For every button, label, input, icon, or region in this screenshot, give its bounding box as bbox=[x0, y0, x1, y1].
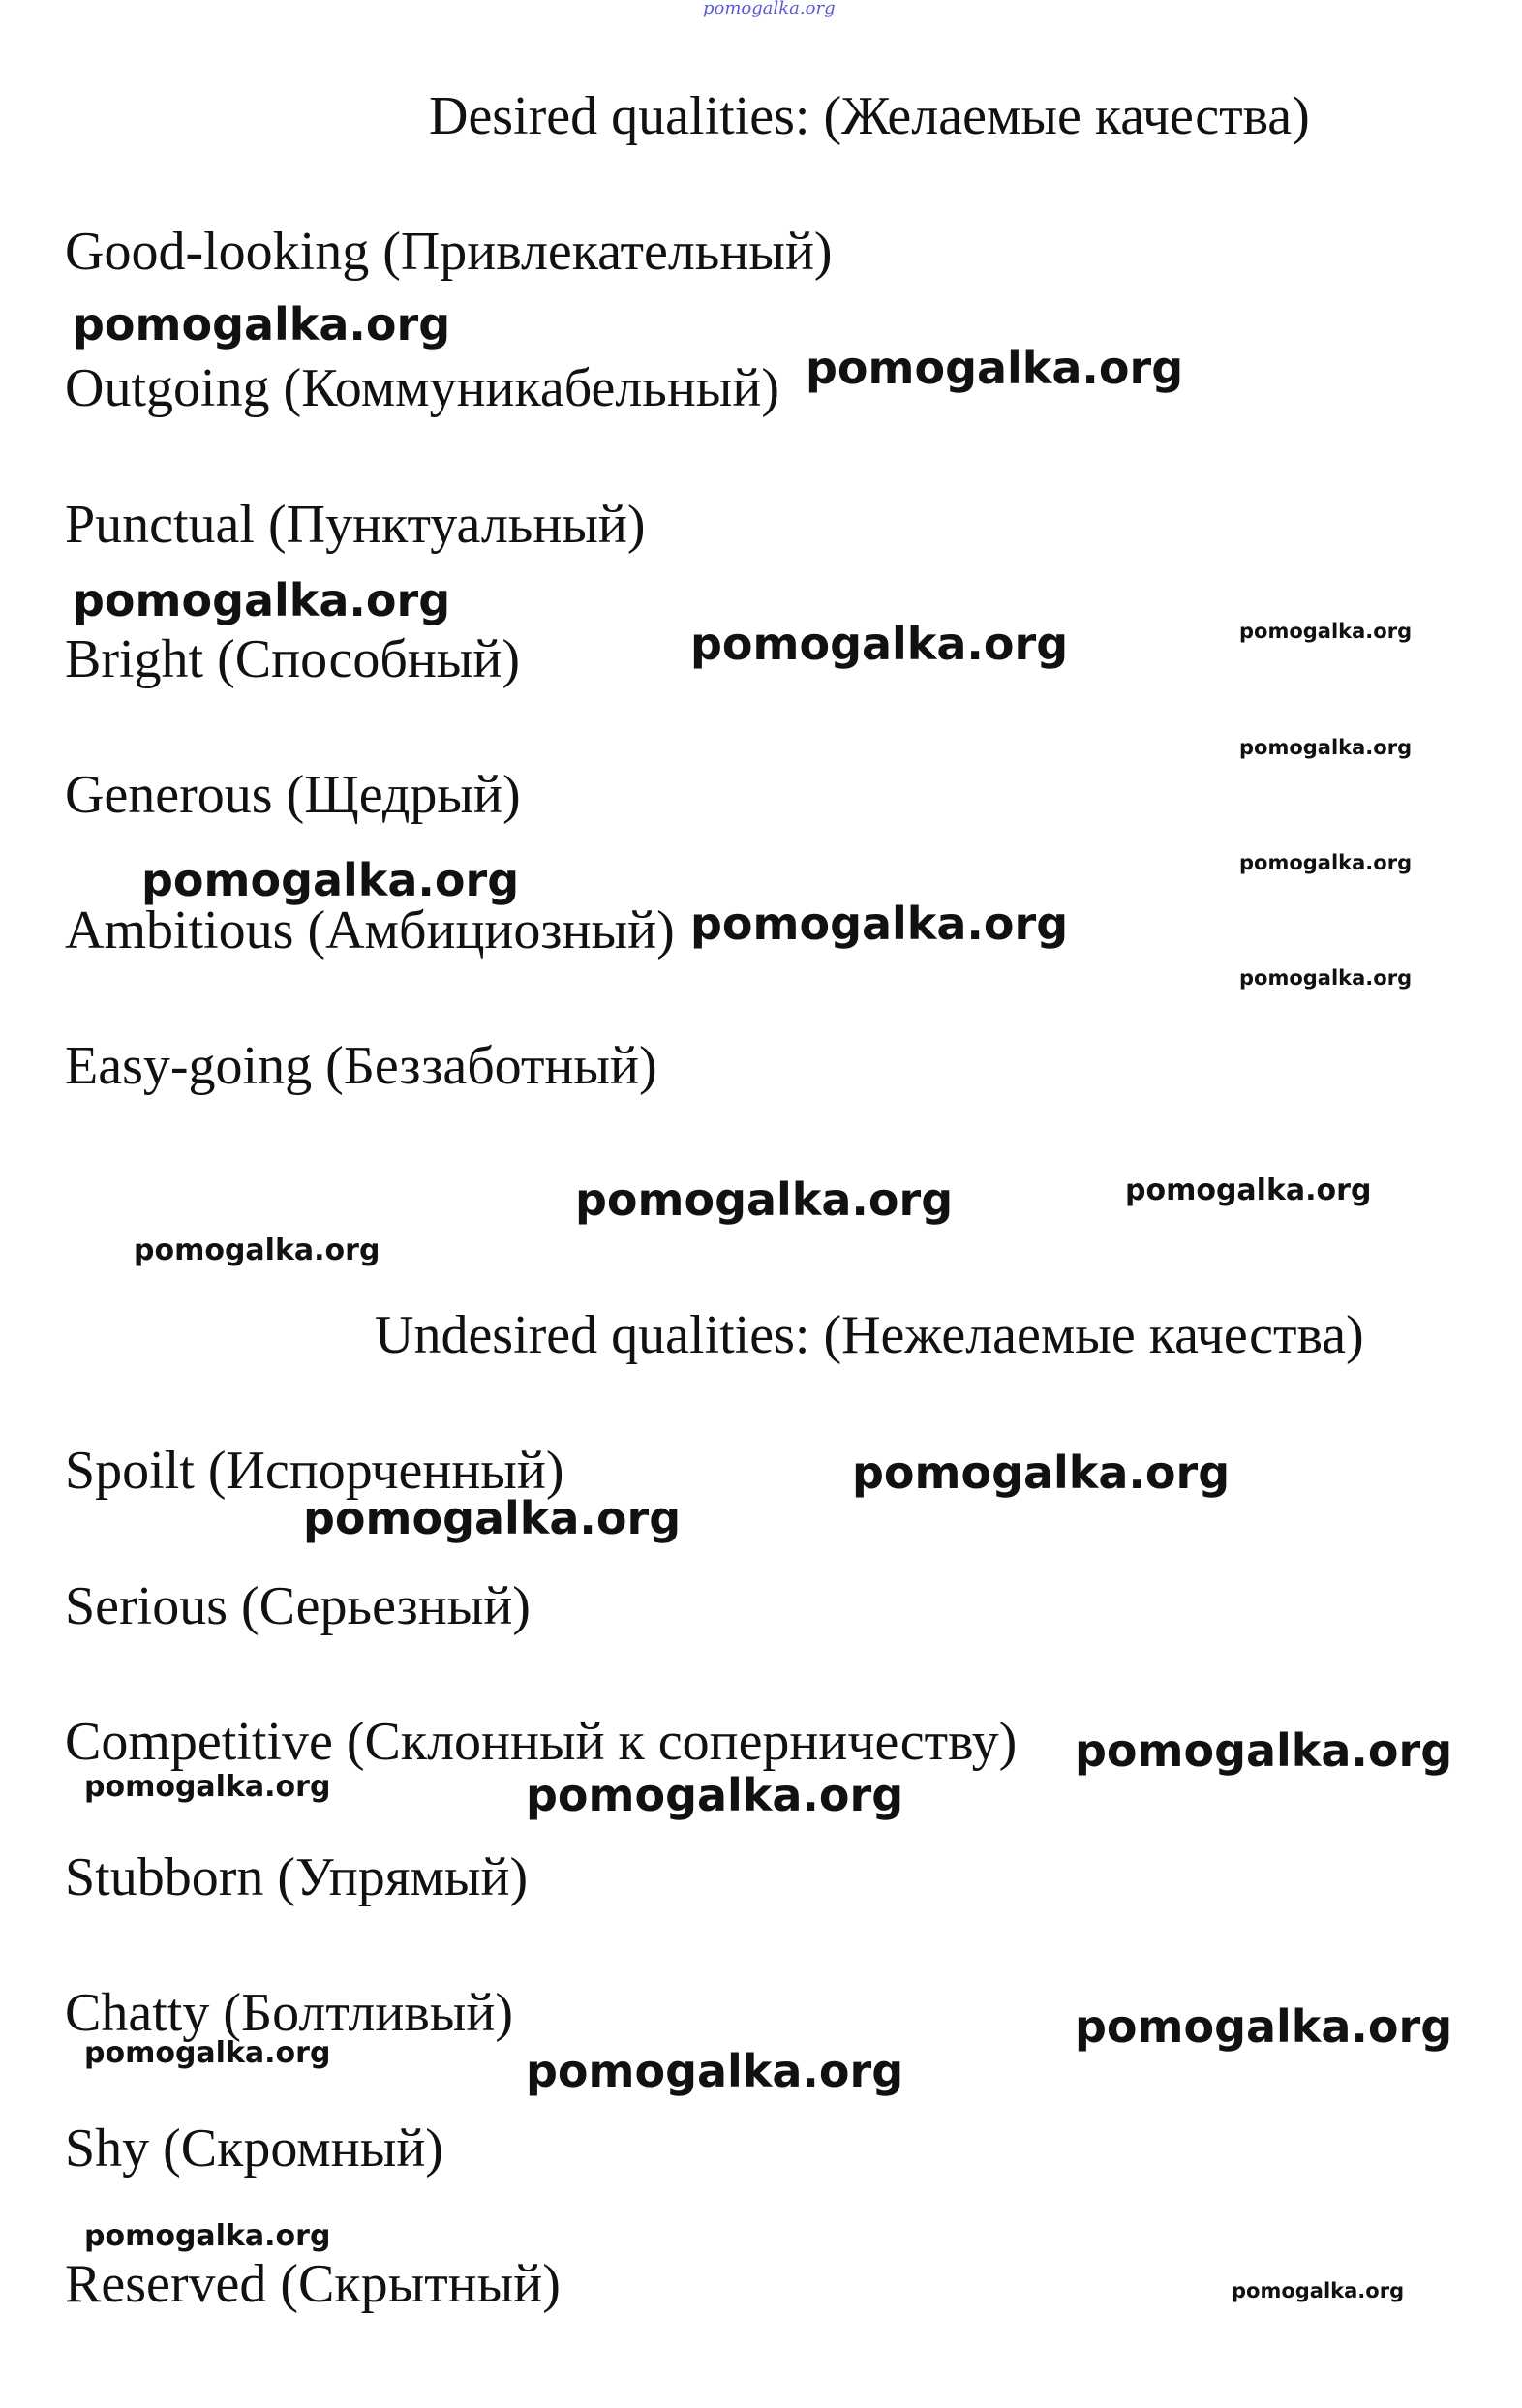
undesired-item: Stubborn (Упрямый) bbox=[65, 1847, 529, 1907]
desired-item: Generous (Щедрый) bbox=[65, 765, 521, 825]
undesired-item: Spoilt (Испорченный) bbox=[65, 1441, 564, 1501]
watermark: pomogalka.org bbox=[526, 1769, 904, 1821]
watermark: pomogalka.org bbox=[690, 618, 1069, 670]
watermark: pomogalka.org bbox=[1125, 1174, 1372, 1207]
desired-item: Outgoing (Коммуникабельный) bbox=[65, 358, 780, 418]
desired-item: Ambitious (Амбициозный) bbox=[65, 900, 675, 960]
desired-item: Good-looking (Привлекательный) bbox=[65, 222, 833, 282]
watermark: pomogalka.org bbox=[141, 854, 520, 906]
desired-item: Easy-going (Беззаботный) bbox=[65, 1036, 657, 1096]
watermark: pomogalka.org bbox=[852, 1447, 1231, 1499]
watermark: pomogalka.org bbox=[1239, 966, 1413, 990]
watermark: pomogalka.org bbox=[575, 1174, 954, 1226]
undesired-item: Serious (Серьезный) bbox=[65, 1576, 531, 1636]
undesired-item: Competitive (Склонный к соперничеству) bbox=[65, 1712, 1018, 1772]
watermark: pomogalka.org bbox=[1239, 851, 1413, 874]
desired-item: Punctual (Пунктуальный) bbox=[65, 495, 646, 555]
header-watermark: pomogalka.org bbox=[703, 0, 836, 18]
watermark: pomogalka.org bbox=[303, 1492, 682, 1544]
watermark: pomogalka.org bbox=[690, 898, 1069, 950]
undesired-item: Reserved (Скрытный) bbox=[65, 2254, 561, 2314]
watermark: pomogalka.org bbox=[84, 2036, 331, 2070]
undesired-item: Chatty (Болтливый) bbox=[65, 1983, 514, 2043]
desired-item: Bright (Способный) bbox=[65, 629, 521, 689]
watermark: pomogalka.org bbox=[73, 574, 451, 626]
undesired-heading: Undesired qualities: (Нежелаемые качества) bbox=[375, 1305, 1364, 1365]
watermark: pomogalka.org bbox=[1239, 736, 1413, 759]
watermark: pomogalka.org bbox=[1075, 2000, 1453, 2053]
desired-heading: Desired qualities: (Желаемые качества) bbox=[429, 86, 1310, 146]
watermark: pomogalka.org bbox=[134, 1234, 380, 1267]
watermark: pomogalka.org bbox=[806, 342, 1184, 394]
watermark: pomogalka.org bbox=[84, 2219, 331, 2253]
watermark: pomogalka.org bbox=[526, 2045, 904, 2097]
undesired-item: Shy (Скромный) bbox=[65, 2118, 443, 2179]
watermark: pomogalka.org bbox=[1239, 620, 1413, 643]
watermark: pomogalka.org bbox=[1075, 1724, 1453, 1777]
watermark: pomogalka.org bbox=[73, 298, 451, 351]
watermark: pomogalka.org bbox=[84, 1770, 331, 1804]
watermark: pomogalka.org bbox=[1232, 2279, 1405, 2302]
